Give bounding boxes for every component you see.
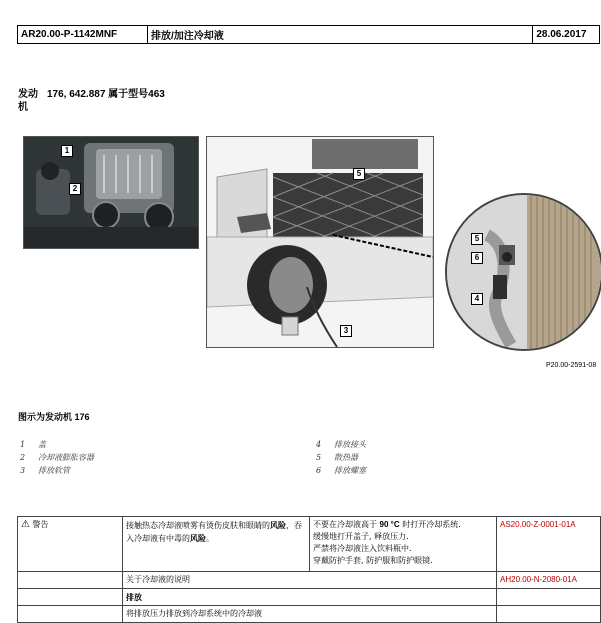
- legend-item: 3 排放软管: [20, 466, 70, 475]
- zoom-illustration: [447, 195, 601, 349]
- warning-ref-cell: [497, 517, 601, 572]
- figure-caption: 图示为发动机 176: [18, 412, 90, 422]
- legend-right: [316, 438, 366, 477]
- warning-ref-link[interactable]: AS20.00-Z-0001-01A: [500, 520, 576, 529]
- callout-2: 2: [69, 183, 81, 195]
- measure-line: 严禁将冷却液注入饮料瓶中.: [313, 544, 412, 553]
- measure-line: 不要在冷却液高于 90 °C 时打开冷却系统.: [313, 520, 461, 529]
- legend-left: [20, 438, 94, 477]
- zoom-detail: [445, 193, 601, 351]
- callout-4: 4: [471, 293, 483, 305]
- applies-label-1: 发动: [18, 89, 38, 100]
- callout-5-zoom: 5: [471, 233, 483, 245]
- callout-3: 3: [340, 325, 352, 337]
- warning-table: [17, 516, 601, 623]
- legend-item: 5 散热器: [316, 453, 358, 462]
- callout-5-radiator: 5: [353, 168, 365, 180]
- coolant-ref-cell: [497, 572, 601, 589]
- warning-measures-cell: [310, 517, 497, 572]
- document-header: [17, 25, 600, 44]
- applies-text: 176, 642.887 属于型号463: [47, 89, 165, 100]
- radiator-drawing: [206, 136, 434, 348]
- legend-item: 4 排放接头: [316, 440, 366, 449]
- section-cut-text: 将排放压力排放到冷却系统中的冷却液: [123, 606, 497, 623]
- measure-line: 穿戴防护手套, 防护服和防护眼镜.: [313, 556, 433, 565]
- figure-reference: P20.00-2591-08: [546, 362, 597, 369]
- section-heading: 排放: [123, 589, 497, 606]
- engine-photo: [23, 136, 199, 249]
- warning-label: 警告: [32, 520, 49, 529]
- warning-label-cell: [18, 517, 123, 572]
- warning-triangle-icon: ⚠: [21, 519, 30, 530]
- radiator-illustration: [207, 137, 433, 347]
- legend-item: 6 排放螺塞: [316, 466, 366, 475]
- legend-item: 1 盖: [20, 440, 46, 449]
- applies-label-2: 机: [18, 102, 28, 113]
- document-title: 排放/加注冷却液: [147, 26, 532, 44]
- document-date: 28.06.2017: [533, 26, 600, 44]
- figure-area: [17, 131, 601, 356]
- document-code: AR20.00-P-1142MNF: [18, 26, 148, 44]
- coolant-ref-link[interactable]: AH20.00-N-2080-01A: [500, 575, 577, 584]
- engine-illustration: [24, 137, 198, 248]
- callout-1: 1: [61, 145, 73, 157]
- warning-hazard-cell: 接触热态冷却液喷雾有烫伤皮肤和眼睛的风险，吞入冷却液有中毒的风险。: [123, 517, 310, 572]
- measure-line: 缓慢地打开盖子, 释放压力.: [313, 532, 409, 541]
- coolant-note: 关于冷却液的说明: [123, 572, 497, 589]
- legend-item: 2 冷却液膨胀容器: [20, 453, 94, 462]
- callout-6: 6: [471, 252, 483, 264]
